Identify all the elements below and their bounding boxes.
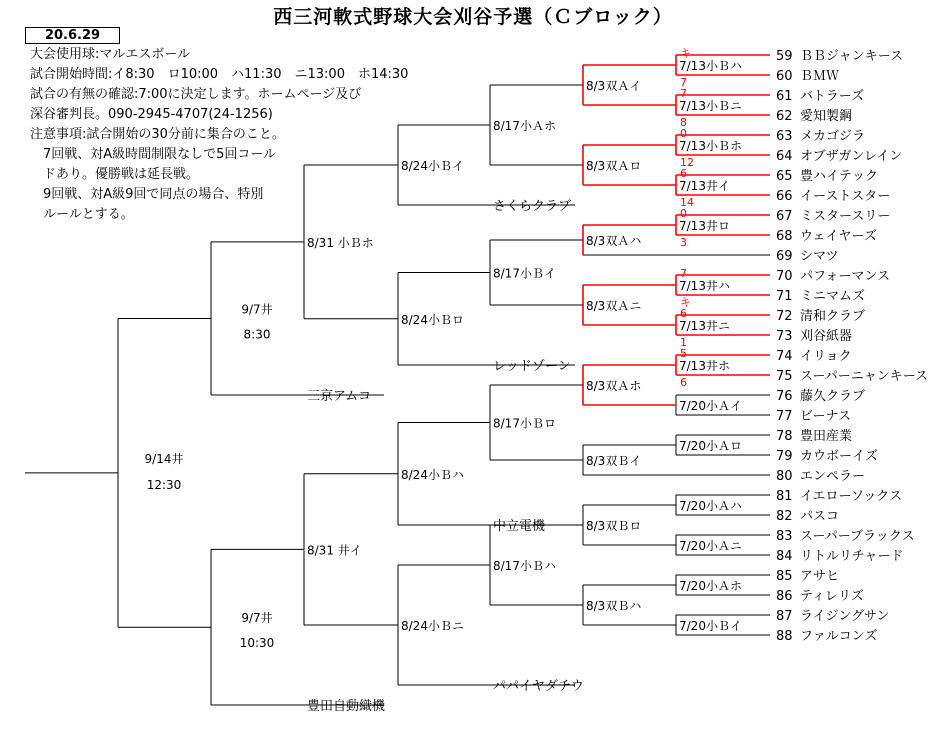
team-number: 78 <box>776 429 793 444</box>
team-number: 86 <box>776 589 793 604</box>
seeded-team: パパイヤダチウ <box>493 679 584 694</box>
score-bottom: 7 <box>680 76 687 89</box>
match-date-r6: 9/7井 <box>241 611 273 626</box>
team-name: ミニマムズ <box>800 289 866 304</box>
info-confirmation: 試合の有無の確認:7:00に決定します。ホームページ及び <box>30 87 362 102</box>
team-number: 81 <box>776 489 793 504</box>
match-label-r2: 8/3双Ｂイ <box>586 454 642 468</box>
final-date: 9/14井 <box>144 451 184 466</box>
seeded-team: 中立電機 <box>493 519 546 534</box>
team-name: 豊田産業 <box>800 429 853 444</box>
team-number: 73 <box>776 329 793 344</box>
team-name: ＢＭＷ <box>800 69 840 84</box>
match-label-r1: 7/13井ハ <box>679 279 730 293</box>
seeded-team: さくらクラブ <box>493 199 572 214</box>
team-name: ミスタースリー <box>800 209 891 224</box>
team-number: 74 <box>776 349 793 364</box>
match-date-r6: 9/7井 <box>241 302 273 317</box>
team-number: 64 <box>776 149 793 164</box>
seeded-team: 三京アムコ <box>307 389 372 404</box>
team-name: 愛知製鋼 <box>800 109 853 124</box>
score-bottom: 6 <box>680 376 687 389</box>
match-label-r1: 7/20小Ａニ <box>679 539 742 553</box>
match-label-r2: 8/3双Ａホ <box>586 379 642 393</box>
match-label-r1: 7/13井ロ <box>679 219 730 233</box>
score-bottom: キ <box>680 296 691 309</box>
match-label-r1: 7/20小Ａホ <box>679 579 742 593</box>
score-bottom: 14 <box>680 196 694 209</box>
team-name: 刈谷紙器 <box>800 329 853 344</box>
info-start-times: 試合開始時間:イ8:30 ロ10:00 ハ11:30 ニ13:00 ホ14:30 <box>30 67 409 82</box>
score-bottom: 1 <box>680 336 687 349</box>
match-label-r2: 8/3双Ａニ <box>586 299 642 313</box>
team-number: 71 <box>776 289 793 304</box>
match-label-r1: 7/13井ホ <box>679 359 730 373</box>
team-name: カウボーイズ <box>800 449 878 464</box>
info-rule-9: 9回戦、対A級9回で同点の場合、特別 <box>30 187 264 202</box>
team-name: オブザガンレイン <box>800 149 903 164</box>
match-label-r1: 7/20小Ａイ <box>679 399 742 413</box>
score-bottom: 8 <box>680 116 687 129</box>
team-number: 69 <box>776 249 793 264</box>
score-top: 7 <box>680 267 687 280</box>
team-number: 70 <box>776 269 793 284</box>
team-number: 59 <box>776 49 793 64</box>
date-badge: 20.6.29 <box>25 27 120 44</box>
team-number: 84 <box>776 549 793 564</box>
team-number: 79 <box>776 449 793 464</box>
score-bottom: 12 <box>680 156 694 169</box>
team-name: パフォーマンス <box>800 269 890 284</box>
team-number: 66 <box>776 189 793 204</box>
team-number: 72 <box>776 309 793 324</box>
page-title: 西三河軟式野球大会刈谷予選（Ｃブロック） <box>273 6 673 28</box>
match-label-r2: 8/3双Ｂロ <box>586 519 642 533</box>
team-number: 63 <box>776 129 793 144</box>
team-name: 豊ハイテック <box>800 169 879 184</box>
team-name: ファルコンズ <box>800 629 878 644</box>
team-number: 80 <box>776 469 793 484</box>
team-number: 88 <box>776 629 793 644</box>
team-name: バトラーズ <box>800 89 865 104</box>
match-label-r5: 8/31 井イ <box>307 543 362 558</box>
score-top: キ <box>680 47 691 60</box>
match-label-r2: 8/3双Ａイ <box>586 79 642 93</box>
team-number: 75 <box>776 369 793 384</box>
score-top: 0 <box>680 127 687 140</box>
team-name: ティレリズ <box>800 589 864 604</box>
match-label-r4: 8/24小Ｂイ <box>401 159 464 173</box>
team-number: 77 <box>776 409 793 424</box>
seeded-team: 豊田自動織機 <box>307 699 386 714</box>
score-top: 0 <box>680 207 687 220</box>
match-label-r1: 7/20小Ａハ <box>679 499 742 513</box>
match-label-r1: 7/13井イ <box>679 179 730 193</box>
team-name: イーストスター <box>800 189 891 204</box>
match-label-r4: 8/24小Ｂニ <box>401 619 464 633</box>
team-name: 藤久クラブ <box>800 389 866 404</box>
team-name: エンペラー <box>800 469 866 484</box>
team-number: 85 <box>776 569 793 584</box>
team-name: パスコ <box>800 509 840 524</box>
match-label-r3: 8/17小Ｂイ <box>493 266 556 281</box>
match-time-r6: 8:30 <box>243 327 271 342</box>
match-label-r1: 7/13小Ｂホ <box>679 139 742 153</box>
score-top: 6 <box>680 307 687 320</box>
info-contact: 深谷審判長。090-2945-4707(24-1256) <box>30 107 273 122</box>
team-number: 60 <box>776 69 793 84</box>
match-label-r5: 8/31 小Ｂホ <box>307 235 374 250</box>
match-label-r4: 8/24小Ｂハ <box>401 467 464 482</box>
team-number: 61 <box>776 89 793 104</box>
team-name: ウェイヤーズ <box>800 229 877 244</box>
match-label-r4: 8/24小Ｂロ <box>401 312 464 327</box>
score-bottom: 3 <box>680 236 687 249</box>
match-label-r1: 7/13小Ｂハ <box>679 59 742 73</box>
team-name: 清和クラブ <box>800 309 866 324</box>
team-name: ビーナス <box>800 409 851 424</box>
team-name: アサヒ <box>800 569 840 584</box>
team-name: シマツ <box>800 249 839 264</box>
info-ball: 大会使用球:マルエスボール <box>30 47 191 62</box>
team-name: スーパーニャンキース <box>800 369 929 384</box>
score-top: 6 <box>680 167 687 180</box>
final-time: 12:30 <box>146 477 182 492</box>
team-name: スーパーブラックス <box>800 529 915 544</box>
match-label-r2: 8/3双Ｂハ <box>586 599 642 613</box>
info-rule-7b: ドあり。優勝戦は延長戦。 <box>30 167 200 182</box>
team-number: 62 <box>776 109 793 124</box>
match-label-r2: 8/3双Ａハ <box>586 234 642 248</box>
match-time-r6: 10:30 <box>239 636 275 651</box>
team-name: メカゴジラ <box>800 129 866 144</box>
match-label-r1: 7/13井ニ <box>679 319 730 333</box>
team-number: 76 <box>776 389 793 404</box>
score-top: 5 <box>680 347 687 360</box>
score-top: 7 <box>680 87 687 100</box>
team-number: 87 <box>776 609 793 624</box>
team-name: ライジングサン <box>800 609 890 624</box>
team-number: 65 <box>776 169 793 184</box>
info-rule-7: 7回戦、対A級時間制限なしで5回コール <box>30 147 277 162</box>
match-label-r1: 7/13小Ｂニ <box>679 99 742 113</box>
team-number: 82 <box>776 509 793 524</box>
match-label-r2: 8/3双Ａロ <box>586 159 642 173</box>
match-label-r3: 8/17小Ａホ <box>493 119 556 133</box>
team-number: 83 <box>776 529 793 544</box>
match-label-r3: 8/17小Ｂロ <box>493 416 556 431</box>
match-label-r1: 7/20小Ａロ <box>679 439 742 453</box>
team-name: イエローソックス <box>800 489 903 504</box>
team-number: 67 <box>776 209 793 224</box>
team-name: リトルリチャード <box>800 549 904 564</box>
team-name: イリョク <box>800 349 852 364</box>
info-rule-9b: ルールとする。 <box>30 207 134 222</box>
match-label-r3: 8/17小Ｂハ <box>493 559 556 573</box>
seeded-team: レッドゾーン <box>493 359 571 374</box>
team-name: ＢＢジャンキース <box>800 49 904 64</box>
team-number: 68 <box>776 229 793 244</box>
info-notes: 注意事項:試合開始の30分前に集合のこと。 <box>30 127 285 142</box>
match-label-r1: 7/20小Ｂイ <box>679 619 742 633</box>
